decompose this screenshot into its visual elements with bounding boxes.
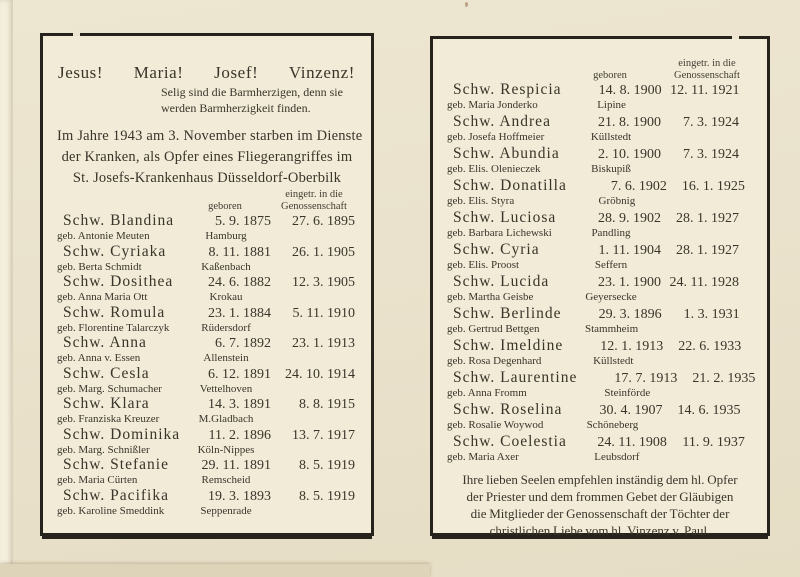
intro-line: Im Jahre 1943 am 3. November starben im Dienste	[57, 128, 363, 144]
memorial-entry	[57, 273, 357, 304]
birth-place: Küllstedt	[590, 131, 632, 143]
birth-date: 29. 3. 1896	[598, 307, 662, 322]
birth-date: 23. 1. 1884	[208, 305, 271, 321]
entry-date: 16. 1. 1925	[681, 179, 745, 194]
birth-date: 17. 7. 1913	[614, 371, 678, 386]
memorial-entry	[57, 395, 357, 426]
beatitude-line: werden Barmherzigkeit finden.	[161, 101, 311, 115]
sister-name: Schw. Respicia	[453, 81, 562, 98]
birth-place: M.Gladbach	[198, 413, 254, 425]
birth-date: 14. 8. 1900	[598, 83, 662, 98]
invocation	[58, 62, 355, 84]
memorial-entry	[447, 401, 753, 432]
birth-place: Pandling	[591, 227, 631, 239]
maiden-name: geb. Marg. Schumacher	[57, 382, 162, 395]
closing-line: die Mitglieder der Genossenschaft der Töchter der	[470, 505, 730, 521]
entry-date: 8. 8. 1915	[299, 397, 355, 412]
left-page	[40, 33, 374, 536]
sister-name: Schw. Blandina	[63, 212, 175, 229]
birth-place: Biskupiß	[591, 163, 631, 175]
sister-name: Schw. Lucida	[453, 273, 550, 290]
intro-line: der Kranken, als Opfer eines Fliegerangriffes im	[61, 149, 353, 165]
birth-date: 29. 11. 1891	[201, 458, 271, 473]
birth-place: Seffern	[594, 259, 628, 271]
entry-date: 8. 5. 1919	[299, 458, 355, 473]
memorial-entry	[447, 273, 753, 304]
birth-date: 24. 11. 1908	[597, 435, 667, 450]
entry-date: 7. 3. 1924	[683, 147, 739, 162]
column-header-born: geboren	[208, 200, 242, 212]
entry-date: 11. 9. 1937	[682, 435, 745, 450]
entry-date: 13. 7. 1917	[292, 427, 355, 443]
birth-place: Gröbnig	[598, 195, 636, 207]
birth-date: 19. 3. 1893	[208, 488, 271, 504]
birth-place: Vettelhoven	[199, 382, 253, 395]
memorial-entry	[447, 113, 753, 144]
entry-date: 26. 1. 1905	[292, 244, 355, 260]
closing-paragraph	[447, 471, 753, 539]
sister-name: Schw. Imeldine	[453, 337, 564, 354]
maiden-name: geb. Marg. Schnißler	[57, 443, 150, 456]
maiden-name: geb. Rosa Degenhard	[447, 355, 542, 367]
memorial-entry	[447, 81, 753, 112]
column-header-entered	[661, 58, 753, 81]
birth-place: Kaßenbach	[201, 260, 251, 273]
maiden-name: geb. Elis. Styra	[447, 195, 515, 207]
birth-place: Remscheid	[201, 474, 251, 486]
column-headers	[447, 58, 753, 81]
sister-name: Schw. Andrea	[453, 113, 551, 130]
invocation-word: Vinzenz!	[288, 63, 355, 82]
memorial-entry	[57, 365, 357, 396]
birth-place: Geyersecke	[585, 291, 637, 303]
birth-date: 24. 6. 1882	[208, 275, 271, 290]
sister-name: Schw. Stefanie	[63, 456, 169, 473]
birth-date: 14. 3. 1891	[208, 397, 271, 412]
page-under-edge	[0, 564, 430, 577]
entry-date: 21. 2. 1935	[692, 371, 756, 386]
maiden-name: geb. Berta Schmidt	[57, 260, 142, 273]
birth-place: Stammheim	[584, 323, 639, 335]
memorial-entry	[447, 209, 753, 240]
maiden-name: geb. Rosalie Woywod	[447, 419, 544, 431]
maiden-name: geb. Maria Jonderko	[447, 99, 538, 111]
sister-name: Schw. Laurentine	[453, 369, 578, 386]
entry-date: 24. 11. 1928	[669, 275, 739, 290]
birth-place: Krokau	[209, 291, 243, 303]
entry-date: 12. 11. 1921	[670, 83, 740, 98]
maiden-name: geb. Gertrud Bettgen	[447, 323, 540, 335]
memorial-entry	[57, 243, 357, 274]
birth-place: Hamburg	[205, 230, 247, 242]
sister-name: Schw. Dosithea	[63, 273, 174, 290]
column-header-entered-line: Genossenschaft	[674, 69, 740, 81]
sister-name: Schw. Klara	[63, 395, 150, 412]
column-header-entered-line: Genossenschaft	[281, 200, 347, 212]
invocation-word: Jesus!	[58, 63, 104, 82]
birth-place: Seppenrade	[200, 504, 252, 517]
memorial-entry	[57, 456, 357, 487]
birth-place: Schöneberg	[586, 419, 639, 431]
memorial-entry	[447, 305, 753, 336]
memorial-entry	[57, 426, 357, 457]
sister-name: Schw. Abundia	[453, 145, 560, 162]
birth-date: 5. 9. 1875	[215, 214, 271, 229]
entry-date: 23. 1. 1913	[292, 336, 355, 351]
maiden-name: geb. Antonie Meuten	[57, 230, 150, 242]
birth-date: 1. 11. 1904	[598, 243, 661, 258]
sister-name: Schw. Dominika	[63, 425, 181, 443]
sister-name: Schw. Donatilla	[453, 177, 567, 194]
birth-place: Rüdersdorf	[201, 321, 251, 334]
sister-name: Schw. Anna	[63, 334, 147, 351]
stain-speck	[465, 2, 468, 7]
column-header-entered-line: eingetr. in die	[285, 189, 343, 200]
entry-date: 8. 5. 1919	[299, 488, 355, 504]
entry-date: 14. 6. 1935	[677, 403, 741, 418]
closing-line: der Priester und dem frommen Gebet der Gläubigen	[466, 488, 734, 504]
memorial-entry	[447, 433, 753, 464]
entry-date: 28. 1. 1927	[676, 243, 739, 258]
maiden-name: geb. Elis. Proost	[447, 259, 520, 271]
maiden-name: geb. Maria Cürten	[57, 474, 138, 486]
entry-date: 24. 10. 1914	[285, 366, 355, 382]
birth-date: 8. 11. 1881	[208, 244, 271, 260]
column-header-born: geboren	[593, 69, 627, 81]
birth-place: Küllstedt	[593, 355, 634, 367]
intro-paragraph	[57, 126, 363, 189]
beatitude	[161, 84, 357, 116]
sister-name: Schw. Coelestia	[453, 433, 567, 450]
maiden-name: geb. Franziska Kreuzer	[57, 413, 160, 425]
birth-place: Allenstein	[203, 352, 249, 364]
birth-place: Steinförde	[604, 387, 651, 399]
torn-paper-edge	[0, 0, 13, 577]
memorial-entry	[447, 369, 756, 400]
birth-date: 30. 4. 1907	[599, 403, 663, 418]
entry-date: 27. 6. 1895	[292, 214, 355, 229]
maiden-name: geb. Maria Axer	[447, 451, 519, 463]
sister-name: Schw. Cesla	[63, 364, 150, 382]
birth-date: 21. 8. 1900	[598, 115, 661, 130]
maiden-name: geb. Josefa Hoffmeier	[447, 131, 545, 143]
memorial-entry	[447, 337, 753, 368]
border-gap	[732, 36, 739, 39]
sister-name: Schw. Cyriaka	[63, 242, 167, 260]
birth-place: Leubsdorf	[594, 451, 640, 463]
invocation-word: Maria!	[133, 63, 184, 82]
entry-date: 28. 1. 1927	[676, 211, 739, 226]
birth-place: Lipine	[597, 99, 626, 111]
maiden-name: geb. Martha Geisbe	[447, 291, 534, 303]
birth-date: 6. 7. 1892	[215, 336, 271, 351]
maiden-name: geb. Barbara Lichewski	[447, 227, 552, 239]
memorial-entry	[57, 212, 357, 243]
closing-line: Ihre lieben Seelen empfehlen inständig dem hl. Opfer	[462, 471, 738, 487]
memorial-entry	[57, 487, 357, 518]
entry-date: 12. 3. 1905	[292, 275, 355, 290]
memorial-entry	[57, 334, 357, 365]
entry-date: 1. 3. 1931	[683, 307, 740, 322]
maiden-name: geb. Anna Maria Ott	[57, 291, 148, 303]
maiden-name: geb. Anna Fromm	[447, 387, 527, 399]
sister-name: Schw. Cyria	[453, 241, 540, 258]
maiden-name: geb. Florentine Talarczyk	[57, 321, 170, 334]
maiden-name: geb. Elis. Olenieczek	[447, 163, 541, 175]
column-header-entered-line: eingetr. in die	[678, 58, 736, 69]
sister-name: Schw. Luciosa	[453, 209, 557, 226]
birth-date: 12. 1. 1913	[600, 339, 664, 354]
right-page	[430, 36, 770, 536]
birth-date: 7. 6. 1902	[610, 179, 667, 194]
sister-list-left	[57, 212, 357, 517]
closing-line: christlichen Liebe vom hl. Vinzenz v. Paul.	[489, 522, 711, 538]
sister-name: Schw. Pacifika	[63, 486, 169, 504]
sister-name: Schw. Roselina	[453, 401, 563, 418]
maiden-name: geb. Anna v. Essen	[57, 352, 141, 364]
beatitude-line: Selig sind die Barmherzigen, denn sie	[161, 85, 343, 99]
birth-date: 23. 1. 1900	[598, 275, 661, 290]
sister-name: Schw. Berlinde	[453, 305, 562, 322]
maiden-name: geb. Karoline Smeddink	[57, 504, 165, 517]
memorial-entry	[447, 241, 753, 272]
sister-list-right	[447, 81, 756, 464]
column-headers	[57, 189, 357, 212]
intro-line: St. Josefs-Krankenhaus Düsseldorf-Oberbilk	[72, 170, 342, 186]
invocation-word: Josef!	[214, 63, 259, 82]
birth-date: 28. 9. 1902	[598, 211, 661, 226]
memorial-entry	[447, 177, 753, 208]
border-gap	[73, 33, 80, 36]
column-header-entered	[271, 189, 357, 212]
memorial-entry	[57, 304, 357, 335]
memorial-entry	[447, 145, 753, 176]
birth-place: Köln-Nippes	[197, 443, 255, 456]
entry-date: 22. 6. 1933	[678, 339, 742, 354]
birth-date: 11. 2. 1896	[208, 427, 271, 443]
birth-date: 6. 12. 1891	[208, 366, 271, 382]
birth-date: 2. 10. 1900	[598, 147, 661, 162]
sister-name: Schw. Romula	[63, 303, 166, 321]
entry-date: 5. 11. 1910	[292, 305, 355, 321]
entry-date: 7. 3. 1924	[683, 115, 739, 130]
